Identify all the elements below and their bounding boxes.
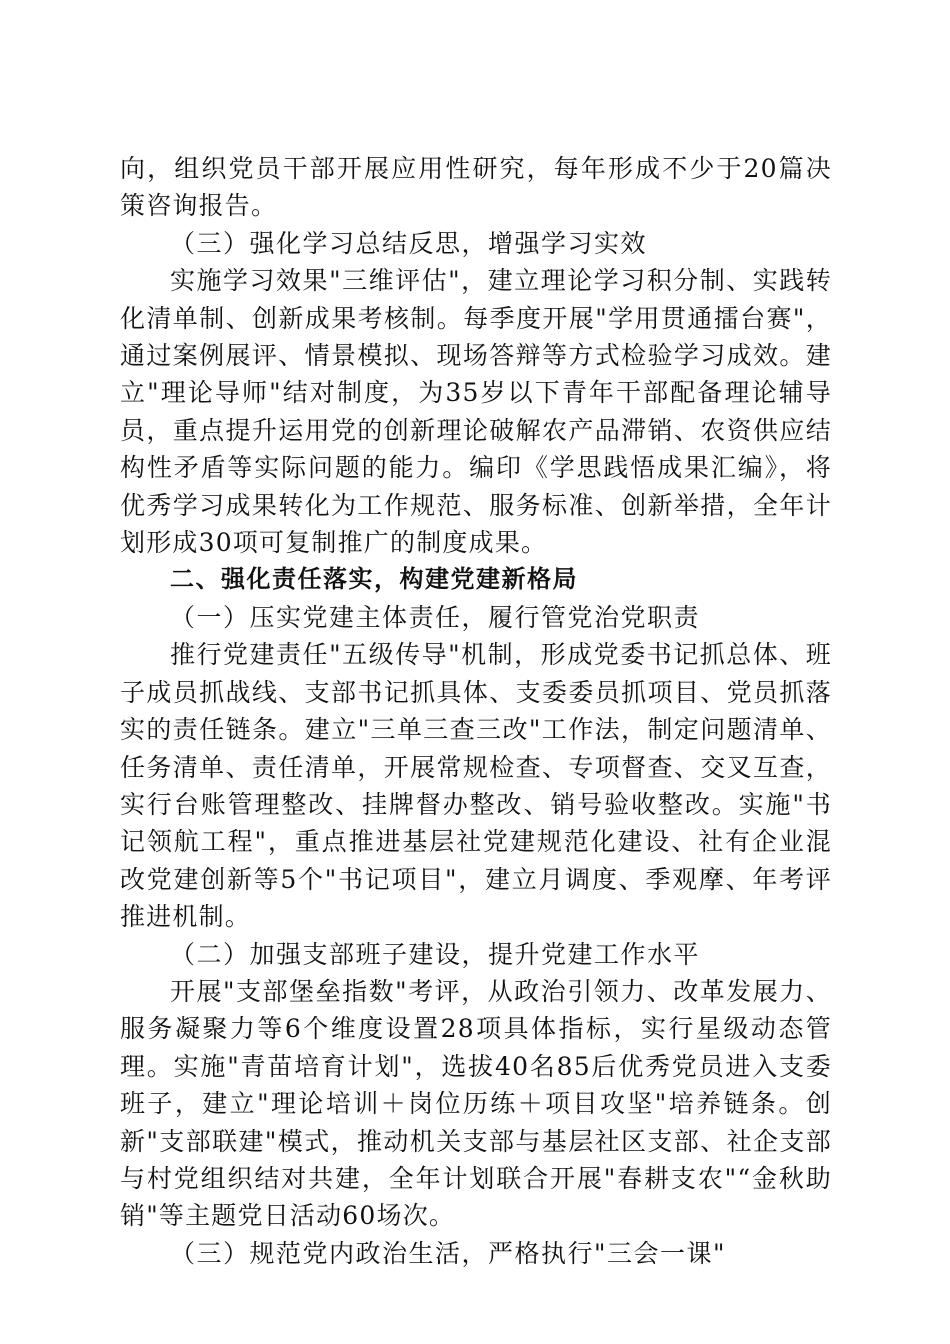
document-body (120, 150, 832, 1272)
subheading-main-responsibility: （一）压实党建主体责任，履行管党治党职责 (170, 602, 701, 632)
subheading-branch-building: （二）加强支部班子建设，提升党建工作水平 (170, 939, 701, 969)
section-heading-responsibility: 二、强化责任落实，构建党建新格局 (170, 565, 578, 594)
subheading-learning-summary: （三）强化学习总结反思，增强学习实效 (170, 228, 648, 258)
paragraph-branch-index: 开展"支部堡垒指数"考评，从政治引领力、改革发展力、服务凝聚力等6个维度设置28项具体指标，实行星级动态管理。实施"青苗培育计划"，选拔40名85后优秀党员进入支委班子，建立"理论培训＋岗位历练＋项目攻坚"培养链条。创新"支部联建"模式，推动机关支部与基层社区支部、社企支部与村党组织结对共建，全年计划联合开展"春耕支农"“金秋助销"等主题党日活动60场次。 (120, 976, 832, 1231)
paragraph-continued: 向，组织党员干部开展应用性研究，每年形成不少于20篇决策咨询报告。 (120, 154, 832, 221)
paragraph-responsibility-chain: 推行党建责任"五级传导"机制，形成党委书记抓总体、班子成员抓战线、支部书记抓具体、支委委员抓项目、党员抓落实的责任链条。建立"三单三查三改"工作法，制定问题清单、任务清单、责任清单，开展常规检查、专项督查、交叉互查，实行台账管理整改、挂牌督办整改、销号验收整改。实施"书记领航工程"，重点推进基层社党建规范化建设、社有企业混改党建创新等5个"书记项目"，建立月调度、季观摩、年考评推进机制。 (120, 640, 832, 932)
subheading-political-life: （三）规范党内政治生活，严格执行"三会一课" (170, 1238, 726, 1268)
paragraph-learning-evaluation: 实施学习效果"三维评估"，建立理论学习积分制、实践转化清单制、创新成果考核制。每季度开展"学用贯通擂台赛"，通过案例展评、情景模拟、现场答辩等方式检验学习成效。建立"理论导师"结对制度，为35岁以下青年干部配备理论辅导员，重点提升运用党的创新理论破解农产品滞销、农资供应结构性矛盾等实际问题的能力。编印《学思践悟成果汇编》，将优秀学习成果转化为工作规范、服务标准、创新举措，全年计划形成30项可复制推广的制度成果。 (120, 266, 832, 558)
